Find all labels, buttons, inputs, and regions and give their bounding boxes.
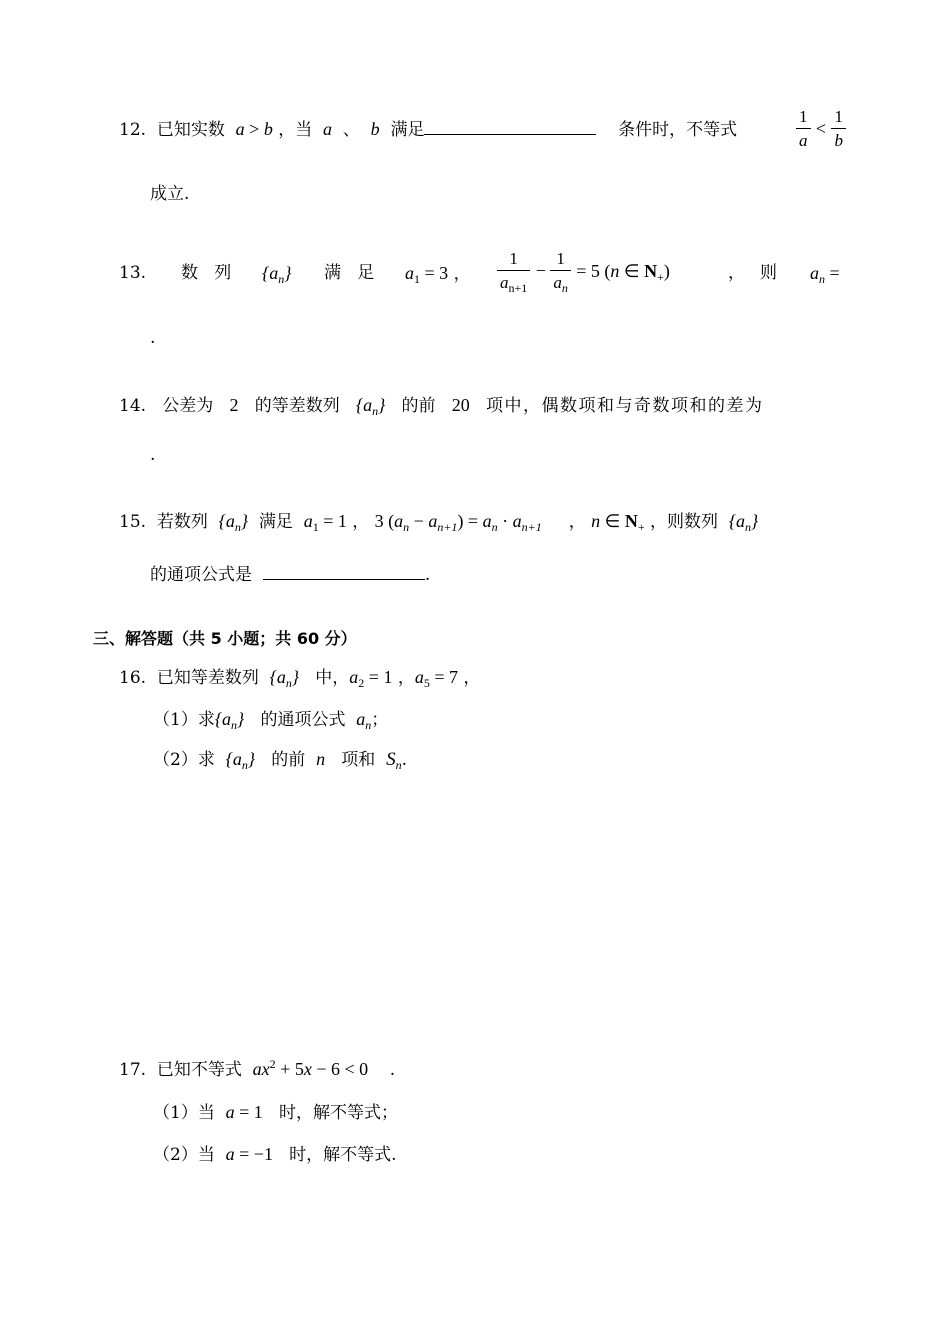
question-number: 16. [119,668,147,688]
question-17-part-2: （2）当 a = −1 时，解不等式. [153,1144,397,1165]
math-fraction-inequality: $\frac{1}{a}$ < $\frac{1}{b}$ [796,108,846,149]
question-16-part-2: （2）求 $\{a_n\}$ 的前 n 项和 $S_n$. [153,749,408,772]
math-recurrence: $\frac{1}{a_{n+1}}$ − $\frac{1}{a_n}$ = 5 (n ∈ $N_+$) [497,250,670,291]
question-12-continuation: 成立. [150,184,190,204]
math-sequence: $\{a_n\}$ [262,263,292,286]
math-a-gt-b: a [235,119,245,139]
question-17-part-1: （1）当 a = 1 时，解不等式； [153,1102,399,1123]
answer-blank[interactable] [263,563,425,580]
question-number: 13. [119,263,147,283]
question-16-part-1: （1）求$\{a_n\}$ 的通项公式 $a_n$； [153,709,389,732]
question-14: 14. 公差为 2 的等差数列 $\{a_n\}$ 的前 20 项中，偶数项和与奇数项和的差为 [119,395,764,418]
question-13 [119,265,146,282]
section-heading: 三、解答题（共 5 小题；共 60 分） [93,629,357,648]
math-an-eq: $a_n$ = [810,263,840,286]
question-16: 16. 已知等差数列 $\{a_n\}$ 中，$a_2 = 1$ ，$a_5 = 7$ ， [119,667,481,690]
math-a1-eq-3: $a_1 = 3$ ， [405,263,471,286]
question-number: 17. [119,1060,147,1080]
question-15-continuation: 的通项公式是 . [150,565,431,585]
question-17: 17. 已知不等式 $ax^2 + 5x - 6 < 0$ . [119,1057,396,1080]
answer-blank[interactable] [424,118,596,135]
question-15: 15. 若数列 $\{a_n\}$ 满足 $a_1 = 1$ ， 3 $(a_n - a_{n+1}) = a_n \cdot a_{n+1}$ ， n ∈ $N_+$ ，则数列 $\{a_n\}$ [119,511,759,534]
question-12: 12. 已知实数 a > b ，当 a 、 b 满足 条件时，不等式 [119,119,738,140]
question-number: 14. [119,396,147,416]
question-number: 12. [119,120,147,140]
question-number: 15. [119,512,147,532]
